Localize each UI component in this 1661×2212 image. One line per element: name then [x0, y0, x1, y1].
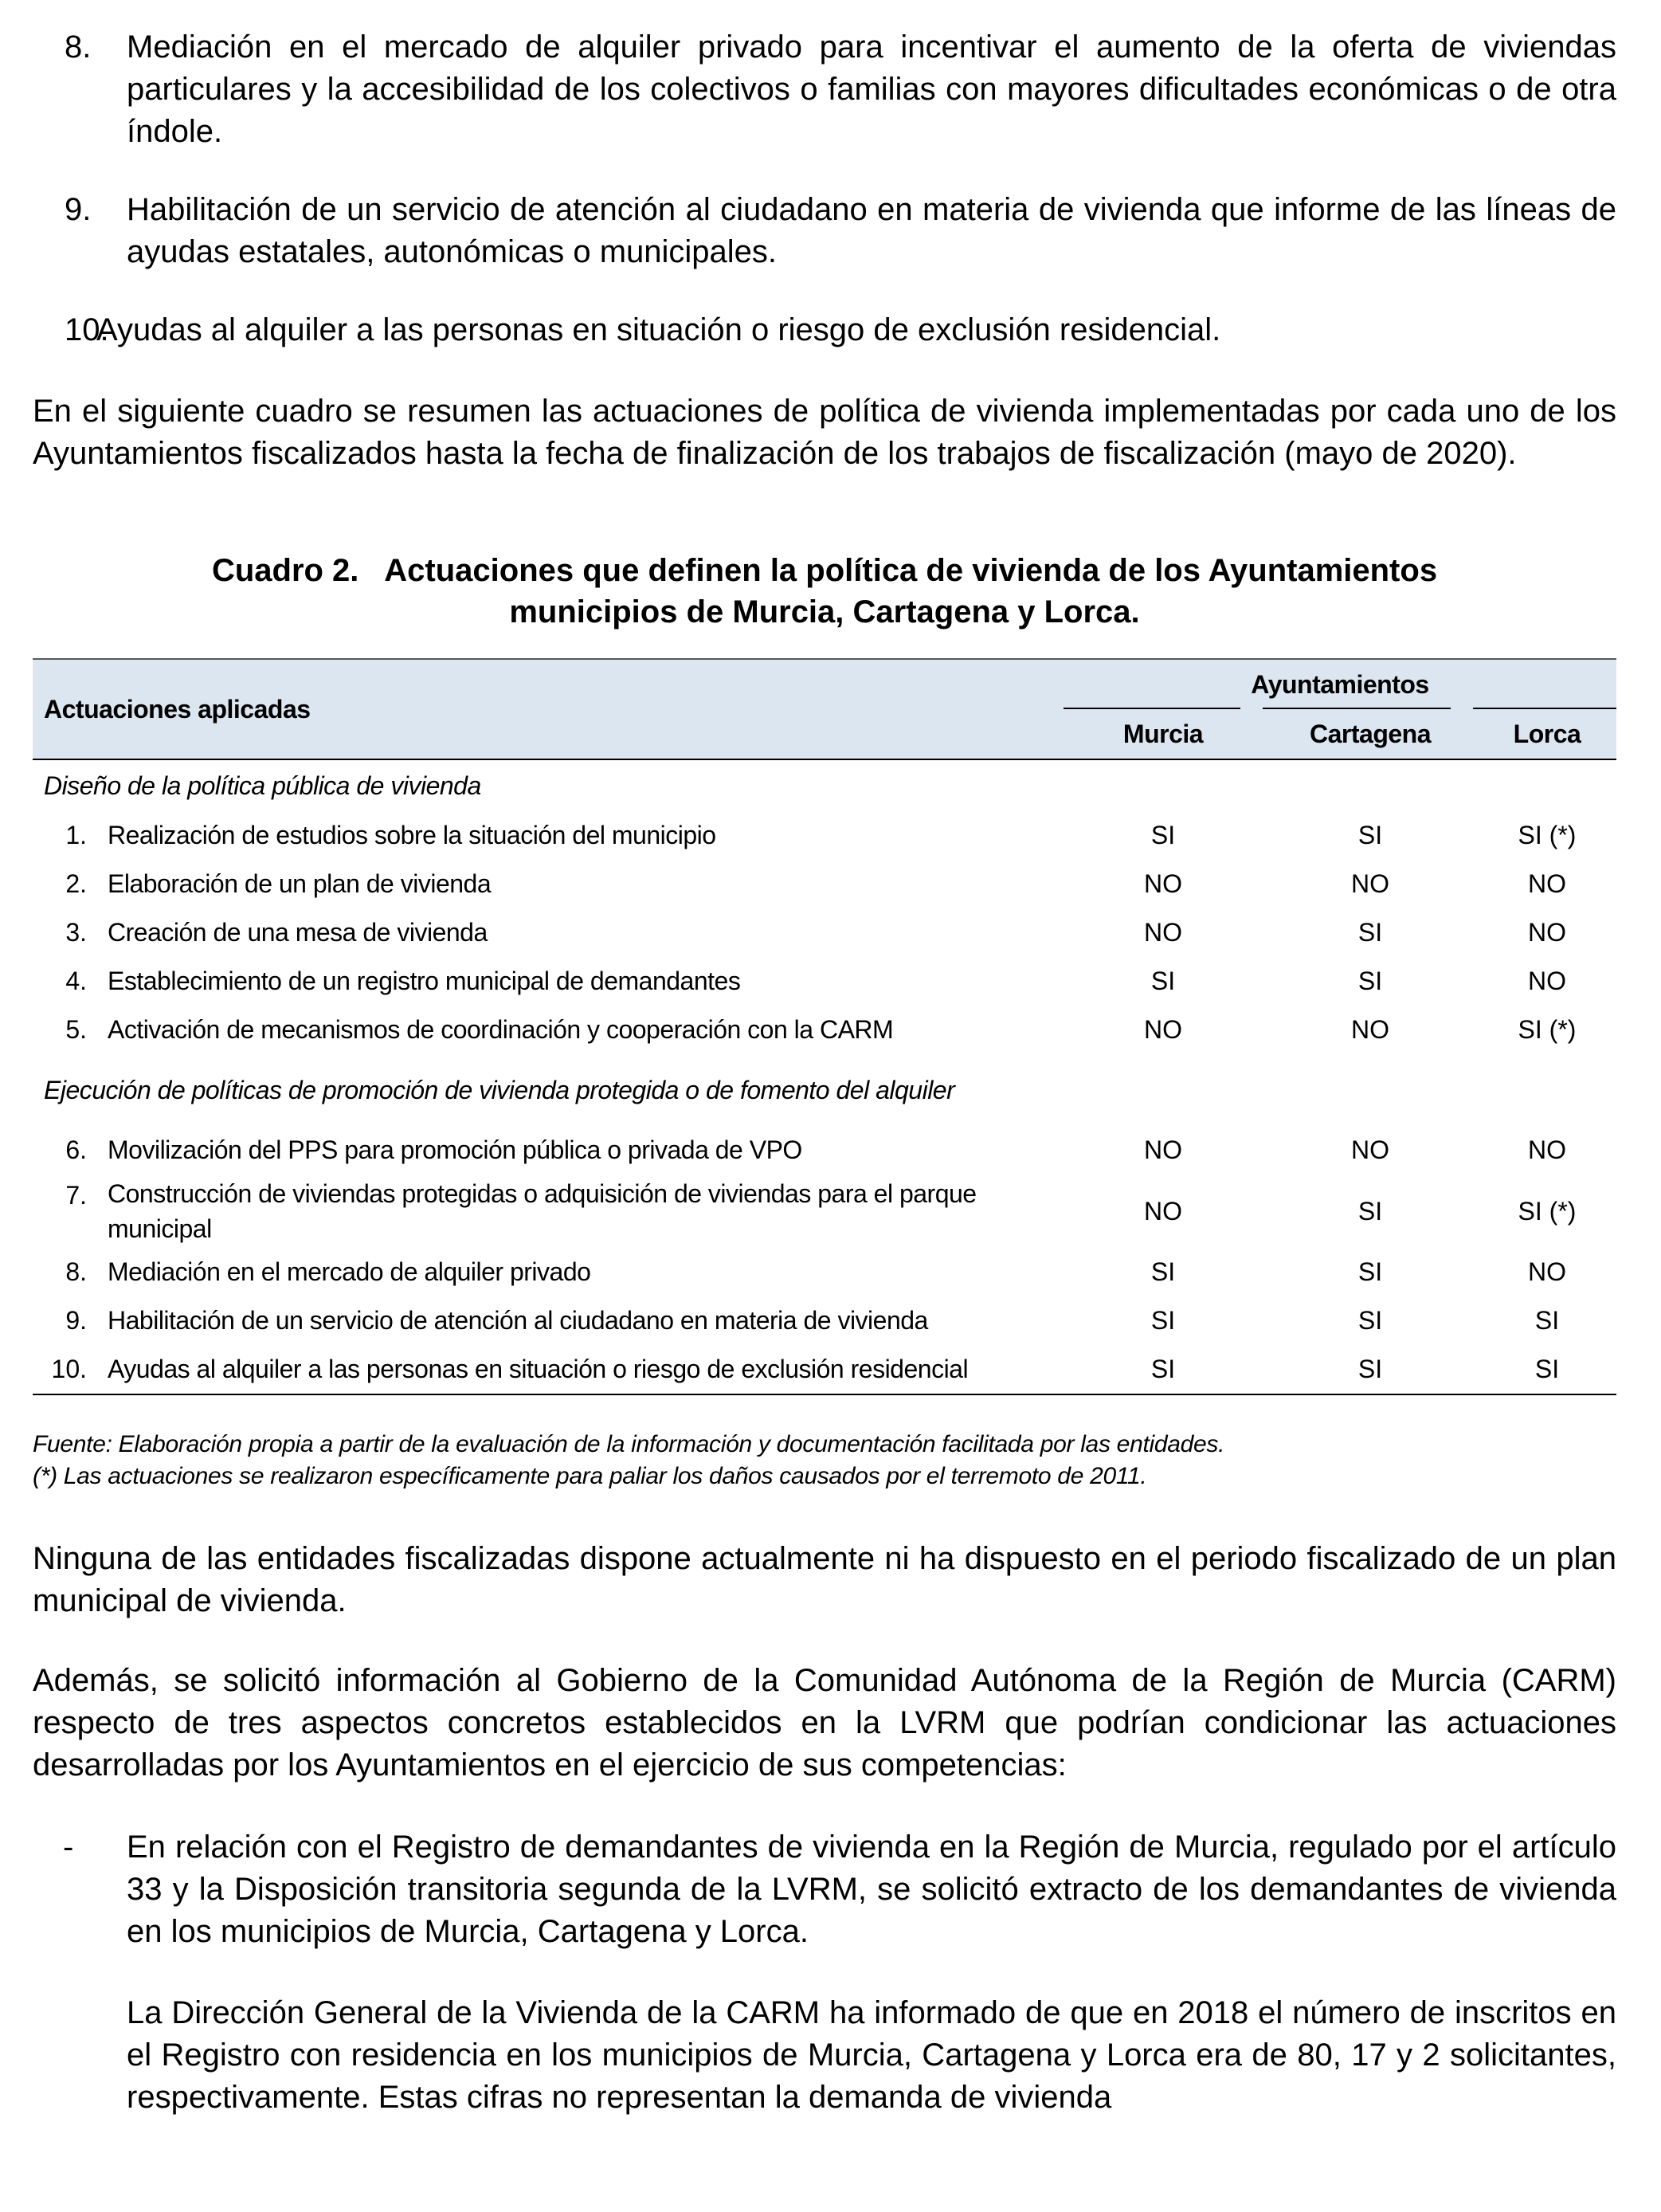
list-number: 9. [65, 192, 92, 227]
table-header-row [33, 659, 1616, 709]
paragraph-carm-request: Además, se solicitó información al Gobierno de la Comunidad Autónoma de la Región de Murcia (CARM) respecto de tres aspectos concretos establecidos en la LVRM que podrían condicionar las actuaciones desarrolladas por los Ayuntamientos en el ejercicio de sus competencias: [33, 1663, 1616, 1783]
paragraph-no-plan: Ninguna de las entidades fiscalizadas dispone actualmente ni ha dispuesto en el periodo fiscalizado de un plan municipal de vivienda. [33, 1541, 1616, 1618]
list-number: 10. [65, 312, 109, 347]
header-lorca: Lorca [1478, 709, 1616, 759]
paragraph-intro-table: En el siguiente cuadro se resumen las actuaciones de política de vivienda implementadas por cada uno de los Ayuntamientos fiscalizados hasta la fecha de finalización de los trabajos de fiscalización (mayo de 2020). [33, 394, 1616, 471]
table-row: 8. Mediación en el mercado de alquiler privado SI SI NO [65, 1257, 1566, 1286]
table-row: 5. Activación de mecanismos de coordinación y cooperación con la CARM NO NO SI (*) [65, 1015, 1577, 1044]
table-row: 4. Establecimiento de un registro municipal de demandantes SI SI NO [65, 967, 1566, 995]
list-item [33, 26, 1616, 153]
table-row: 7. Construcción de viviendas protegidas o adquisición de viviendas para el parque municipal NO SI SI (*) [65, 1179, 1577, 1243]
list-item [33, 309, 1616, 351]
table-caption [33, 550, 1616, 633]
section-row [33, 1054, 1616, 1126]
list-text: Habilitación de un servicio de atención al ciudadano en materia de vivienda que informe de las líneas de ayudas estatales, autonómicas o municipales. [127, 192, 1616, 269]
source-note: Fuente: Elaboración propia a partir de la evaluación de la información y documentación facilitada por las entidades. [33, 1431, 1225, 1457]
dash-marker: - [63, 1830, 74, 1865]
policy-table [33, 658, 1616, 1395]
dash-list-item [33, 1826, 1616, 1953]
list-text: Mediación en el mercado de alquiler privado para incentivar el aumento de la oferta de viviendas particulares y la accesibilidad de los colectivos o familias con mayores dificultades económicas o de otra índole. [127, 29, 1616, 149]
table-notes [33, 1429, 1616, 1492]
caption-line1: Actuaciones que definen la política de vivienda de los Ayuntamientos [384, 553, 1438, 588]
table-row: 6. Movilización del PPS para promoción pública o privada de VPO NO NO NO [65, 1135, 1566, 1164]
table-row: 9. Habilitación de un servicio de atención al ciudadano en materia de vivienda SI SI SI [65, 1306, 1560, 1335]
table-row: 2. Elaboración de un plan de vivienda NO NO NO [65, 869, 1566, 898]
list-text: Ayudas al alquiler a las personas en situación o riesgo de exclusión residencial. [96, 312, 1221, 347]
asterisk-note: (*) Las actuaciones se realizaron específicamente para paliar los daños causados por el terremoto de 2011. [33, 1463, 1147, 1489]
section-title: Diseño de la política pública de vivienda [44, 771, 481, 800]
table-row: 3. Creación de una mesa de vivienda NO SI NO [65, 918, 1566, 947]
paragraph-registry-figures: La Dirección General de la Vivienda de la CARM ha informado de que en 2018 el número de inscritos en el Registro con residencia en los municipios de Murcia, Cartagena y Lorca era de 80, 17 y 2 solicitantes, respectivamente. Estas cifras no representan la demanda de vivienda [127, 1995, 1616, 2115]
caption-label: Cuadro 2. [211, 553, 359, 588]
section-title: Ejecución de políticas de promoción de vivienda protegida o de fomento del alquiler [44, 1075, 955, 1104]
header-cartagena: Cartagena [1263, 709, 1478, 759]
header-murcia: Murcia [1064, 709, 1263, 759]
header-actuaciones: Actuaciones aplicadas [33, 659, 1064, 759]
list-number: 8. [65, 29, 92, 65]
header-ayuntamientos: Ayuntamientos [1064, 659, 1616, 709]
list-item [33, 189, 1616, 273]
intro-list [33, 26, 1616, 351]
section-row [33, 759, 1616, 811]
caption-line2: municipios de Murcia, Cartagena y Lorca. [509, 594, 1140, 629]
table-row: 1. Realización de estudios sobre la situación del municipio SI SI SI (*) [65, 821, 1577, 849]
table-row: 10. Ayudas al alquiler a las personas en situación o riesgo de exclusión residencial SI SI SI [33, 1345, 1616, 1394]
dash-text: En relación con el Registro de demandantes de vivienda en la Región de Murcia, regulado por el artículo 33 y la Disposición transitoria segunda de la LVRM, se solicitó extracto de los demandantes de vivienda en los municipios de Murcia, Cartagena y Lorca. [127, 1830, 1616, 1949]
